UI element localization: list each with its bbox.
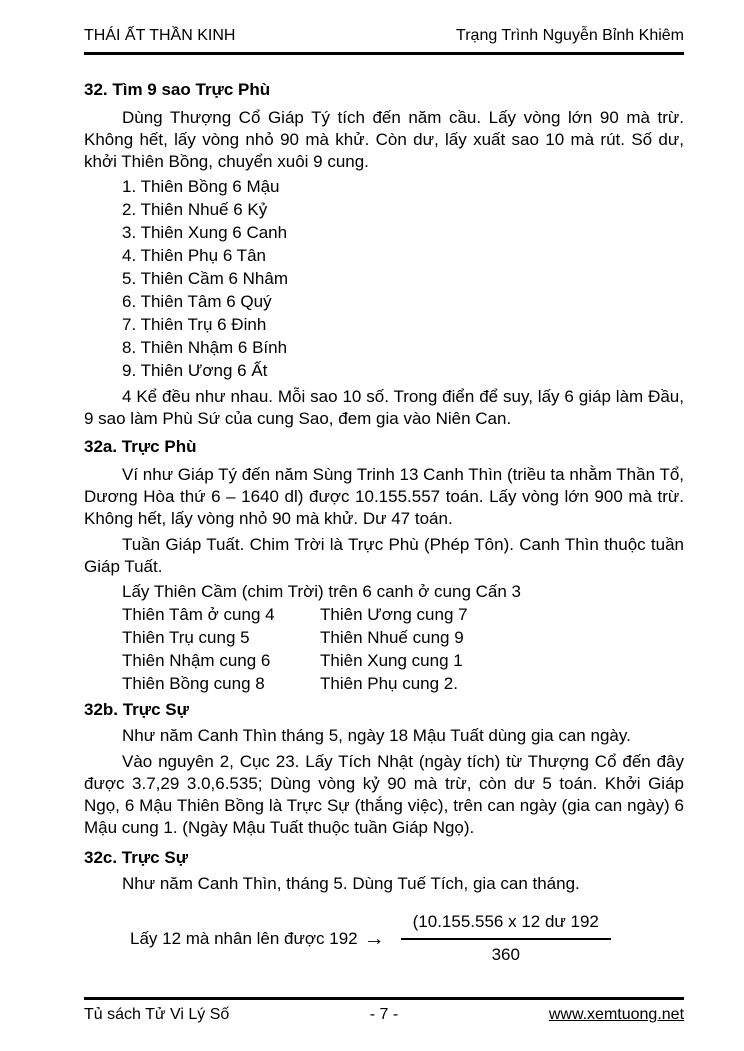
pair-row	[84, 649, 684, 672]
pair-right-cell: Thiên Xung cung 1	[320, 651, 463, 670]
page-footer	[84, 997, 684, 1025]
list-item: 3. Thiên Xung 6 Canh	[122, 223, 288, 242]
pair-right-cell: Thiên Phụ cung 2.	[320, 674, 458, 693]
section-32b-paragraph-1: Như năm Canh Thìn tháng 5, ngày 18 Mậu Tuất dùng gia can ngày.	[122, 726, 631, 745]
pair-left-cell: Thiên Bồng cung 8	[122, 674, 265, 693]
pair-left-cell: Thiên Nhậm cung 6	[122, 651, 271, 670]
section-32b-paragraph-2: Vào nguyên 2, Cục 23. Lấy Tích Nhật (ngày tích) từ Thượng Cổ đến đây được 3.7,29 3.0,6.535; Dùng vòng kỷ 90 mà trừ, còn dư 5 toán. Khởi Giáp Ngọ, 6 Mậu Thiên Bồng là Trực Sự (thắng việc), trên can ngày (gia can ngày) 6 Mậu cung 1. (Ngày Mậu Tuất thuộc tuần Giáp Ngọ).	[84, 752, 684, 837]
list-item: 5. Thiên Cầm 6 Nhâm	[122, 269, 288, 288]
list-item: 6. Thiên Tâm 6 Quý	[122, 292, 272, 311]
section-32c-paragraph-1: Như năm Canh Thìn, tháng 5. Dùng Tuế Tích, gia can tháng.	[122, 874, 580, 893]
pair-right-cell: Thiên Ương cung 7	[320, 605, 468, 624]
list-item: 7. Thiên Trụ 6 Đinh	[122, 315, 267, 334]
pair-left-cell: Thiên Tâm ở cung 4	[122, 605, 275, 624]
list-item: 4. Thiên Phụ 6 Tân	[122, 246, 266, 265]
header-author: Trạng Trình Nguyễn Bỉnh Khiêm	[456, 27, 684, 44]
fraction-denominator: 360	[491, 945, 520, 964]
section-32a-paragraph-2: Tuần Giáp Tuất. Chim Trời là Trực Phù (Phép Tôn). Canh Thìn thuộc tuần Giáp Tuất.	[84, 535, 684, 576]
section-32a-paragraph-1: Ví như Giáp Tý đến năm Sùng Trinh 13 Canh Thìn (triều ta nhằm Thần Tổ, Dương Hòa thứ 6 – 1640 dl) được 10.155.557 toán. Lấy vòng lớn 900 mà trừ. Không hết, lấy vòng nhỏ 90 mà khử. Dư 47 toán.	[84, 465, 685, 528]
pair-row	[84, 603, 684, 626]
formula-lead-text: Lấy 12 mà nhân lên được 192	[130, 928, 358, 948]
section-32a-lead-line: Lấy Thiên Cầm (chim Trời) trên 6 canh ở cung Cấn 3	[122, 582, 521, 601]
formula	[130, 911, 684, 966]
list-item: 1. Thiên Bồng 6 Mậu	[122, 177, 280, 196]
footer-page-number: - 7 -	[369, 1006, 399, 1023]
list-item: 9. Thiên Ương 6 Ất	[122, 361, 268, 380]
list-item: 2. Thiên Nhuế 6 Kỷ	[122, 200, 268, 219]
page-header	[84, 26, 684, 55]
formula-fraction	[401, 911, 611, 966]
section-32b-heading: 32b. Trực Sự	[84, 700, 189, 719]
pair-row	[84, 672, 684, 695]
star-cung-pairs	[84, 603, 684, 695]
pair-right-cell: Thiên Nhuế cung 9	[320, 628, 464, 647]
section-32-intro-paragraph: Dùng Thượng Cổ Giáp Tý tích đến năm cầu. Lấy vòng lớn 90 mà trừ. Không hết, lấy vòng nhỏ 90 mà khử. Còn dư, lấy xuất sao 10 mà rút. Số dư, khởi Thiên Bồng, chuyển xuôi 9 cung.	[84, 108, 684, 171]
right-arrow-icon: →	[363, 926, 385, 950]
section-32c-heading: 32c. Trực Sự	[84, 848, 189, 867]
list-item: 8. Thiên Nhậm 6 Bính	[122, 338, 288, 357]
star-list	[84, 175, 684, 382]
footer-series-title: Tủ sách Tử Vi Lý Số	[84, 1006, 230, 1023]
section-32-heading: 32. Tìm 9 sao Trực Phù	[84, 80, 271, 99]
header-book-title: THÁI ẤT THẦN KINH	[84, 27, 236, 44]
fraction-numerator: (10.155.556 x 12 dư 192	[401, 911, 611, 940]
pair-left-cell: Thiên Trụ cung 5	[122, 628, 250, 647]
section-32a-heading: 32a. Trực Phù	[84, 437, 197, 456]
pair-row	[84, 626, 684, 649]
footer-website-link[interactable]: www.xemtuong.net	[548, 1006, 685, 1023]
section-32-note-paragraph: 4 Kể đều như nhau. Mỗi sao 10 số. Trong điển để suy, lấy 6 giáp làm Đầu, 9 sao làm Phù Sứ của cung Sao, đem gia vào Niên Can.	[84, 387, 684, 428]
